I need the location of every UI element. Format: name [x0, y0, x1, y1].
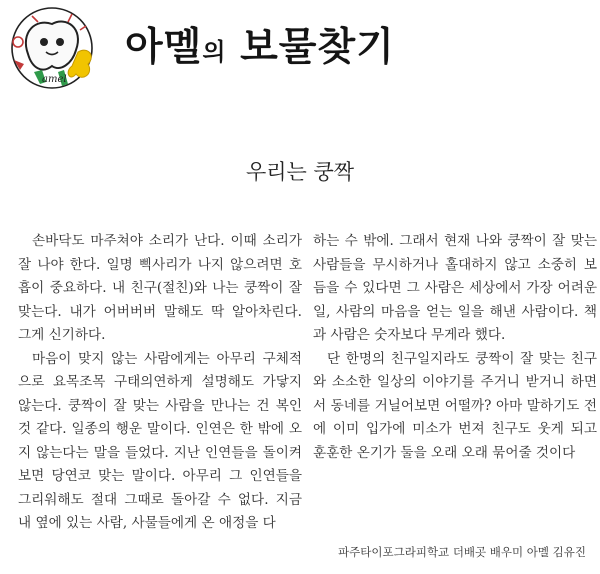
author-byline: 파주타이포그라피학교 더배곳 배우미 아멜 김유진 [338, 545, 586, 559]
amel-logo-icon [2, 2, 106, 94]
article-column-right [313, 230, 597, 465]
paragraph: 손바닥도 마주쳐야 소리가 난다. 이때 소리가 잘 나야 한다. 일명 삑사리가 나지 않으려면 호흡이 중요하다. 내 친구(절친)와 나는 쿵짝이 잘 맞는다. 내가 어버버버 말해도 딱 알아차린다. 그게 신기하다. [18, 233, 302, 343]
paragraph: 단 한명의 친구일지라도 쿵짝이 잘 맞는 친구와 소소한 일상의 이야기를 주거니 받거니 하면서 동네를 거닐어보면 어떨까? 아마 말하기도 전에 이미 입가에 미소가 번져 친구도 웃게 되고 훈훈한 온기가 둘을 오래 오래 묶어줄 것이다 [313, 350, 597, 461]
article-title: 우리는 쿵짝 [245, 160, 355, 184]
logo-lettering: amel [42, 74, 67, 85]
column-title-part-3: 보물찾기 [225, 25, 395, 70]
article-column-left [18, 230, 302, 536]
paragraph: 마음이 맞지 않는 사람에게는 아무리 구체적으로 요목조목 구태의연하게 설명해도 가닿지 않는다. 쿵짝이 잘 맞는 사람을 만나는 건 복인 것 같다. 일종의 행운 말이다. 인연은 한 밖에 오지 않는다는 말을 들었다. 지난 인연들을 돌이켜 보면 당연코 맞는 말이다. 아무리 그 인연들을 그리워해도 절대 그때로 돌아갈 수 없다. 지금 내 옆에 있는 사람, 사물들에게 온 애정을 다 [18, 350, 302, 531]
paragraph: 하는 수 밖에. 그래서 현재 나와 쿵짝이 잘 맞는 사람들을 무시하거나 홀대하지 않고 소중히 보듬을 수 있다면 그 사람은 세상에서 가장 어려운 일, 사람의 마음을 얻는 일을 해낸 사람이다. 책과 사람은 숫자보다 무게라 했다. [313, 233, 597, 343]
column-title-part-1: 아멜 [125, 25, 203, 70]
column-title-part-2: 의 [202, 38, 226, 66]
column-title [125, 16, 395, 72]
column-header [0, 0, 600, 96]
